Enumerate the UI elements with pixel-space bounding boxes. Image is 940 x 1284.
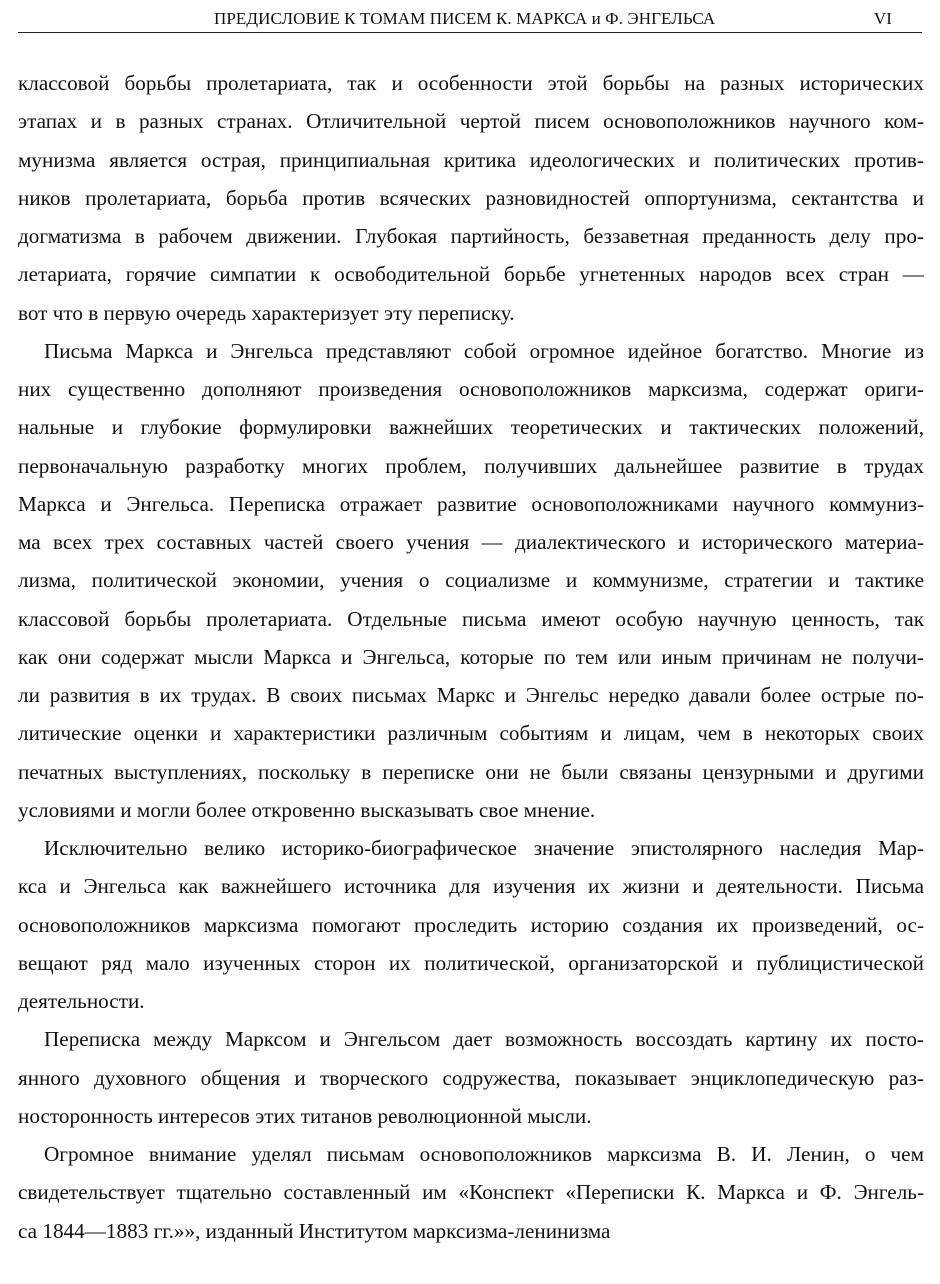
text-line: литические оценки и характеристики различным событиям и лицам, чем в некоторых своих: [18, 721, 924, 746]
text-line: этапах и в разных странах. Отличительной чертой писем основоположников научного ком-: [18, 109, 924, 134]
text-line: первоначальную разработку многих проблем, получивших дальнейшее развитие в трудах: [18, 453, 924, 478]
text-line: са 1844—1883 гг.»», изданный Институтом марксизма-ленинизма: [18, 1218, 611, 1243]
text-line: вот что в первую очередь характеризует эту переписку.: [18, 300, 515, 325]
text-line: носторонность интересов этих титанов революционной мысли.: [18, 1103, 592, 1128]
text-line: нальные и глубокие формулировки важнейших теоретических и тактических положений,: [18, 415, 924, 440]
text-line: как они содержат мысли Маркса и Энгельса, которые по тем или иным причинам не получи-: [18, 644, 924, 669]
text-line: свидетельствует тщательно составленный им «Конспект «Переписки К. Маркса и Ф. Энгель-: [18, 1180, 924, 1205]
text-line: них существенно дополняют произведения основоположников марксизма, содержат ориги-: [18, 377, 924, 401]
text-line: ли развития в их трудах. В своих письмах Маркс и Энгельс нередко давали более острые по-: [18, 683, 924, 707]
text-line: Исключительно велико историко-биографическое значение эпистолярного наследия Мар-: [44, 836, 924, 860]
text-line: условиями и могли более откровенно высказывать свое мнение.: [18, 797, 596, 822]
paragraph: [18, 1135, 924, 1250]
paragraph: [18, 332, 924, 829]
text-line: Огромное внимание уделял письмам основоположников марксизма В. И. Ленин, о чем: [44, 1142, 924, 1166]
body-text: [18, 64, 924, 1250]
text-line: догматизма в рабочем движении. Глубокая партийность, беззаветная преданность делу про-: [18, 224, 924, 248]
text-line: Письма Маркса и Энгельса представляют собой огромное идейное богатство. Многие из: [44, 338, 924, 363]
text-line: классовой борьбы пролетариата, так и особенности этой борьбы на разных исторических: [18, 71, 924, 95]
text-line: классовой борьбы пролетариата. Отдельные письма имеют особую научную ценность, так: [18, 606, 924, 631]
text-line: кса и Энгельса как важнейшего источника для изучения их жизни и деятельности. Письма: [18, 874, 924, 899]
paragraph: [18, 829, 924, 1020]
text-line: ников пролетариата, борьба против всяческих разновидностей оппортунизма, сектантства и: [18, 185, 924, 210]
text-line: основоположников марксизма помогают проследить историю создания их произведений, ос-: [18, 912, 924, 937]
text-line: янного духовного общения и творческого содружества, показывает энциклопедическую раз-: [18, 1065, 924, 1090]
page-number: VI: [873, 9, 892, 28]
text-line: деятельности.: [18, 989, 145, 1013]
text-line: лизма, политической экономии, учения о социализме и коммунизме, стратегии и тактике: [18, 568, 924, 593]
text-line: мунизма является острая, принципиальная критика идеологических и политических против-: [18, 147, 924, 172]
paragraph: [18, 64, 924, 332]
text-line: ма всех трех составных частей своего учения — диалектического и исторического материа-: [18, 530, 924, 554]
text-line: летариата, горячие симпатии к освободительной борьбе угнетенных народов всех стран —: [18, 262, 924, 287]
text-line: Переписка между Марксом и Энгельсом дает возможность воссоздать картину их посто-: [44, 1027, 924, 1052]
text-line: Маркса и Энгельса. Переписка отражает развитие основоположниками научного коммуниз-: [18, 491, 924, 516]
running-header: [18, 6, 922, 33]
text-line: печатных выступлениях, поскольку в переписке они не были связаны цензурными и другими: [18, 759, 924, 784]
paragraph: [18, 1020, 924, 1135]
running-title: ПРЕДИСЛОВИЕ К ТОМАМ ПИСЕМ К. МАРКСА и Ф. ЭНГЕЛЬСА: [214, 9, 716, 28]
text-line: вещают ряд мало изученных сторон их политической, организаторской и публицистической: [18, 950, 924, 975]
